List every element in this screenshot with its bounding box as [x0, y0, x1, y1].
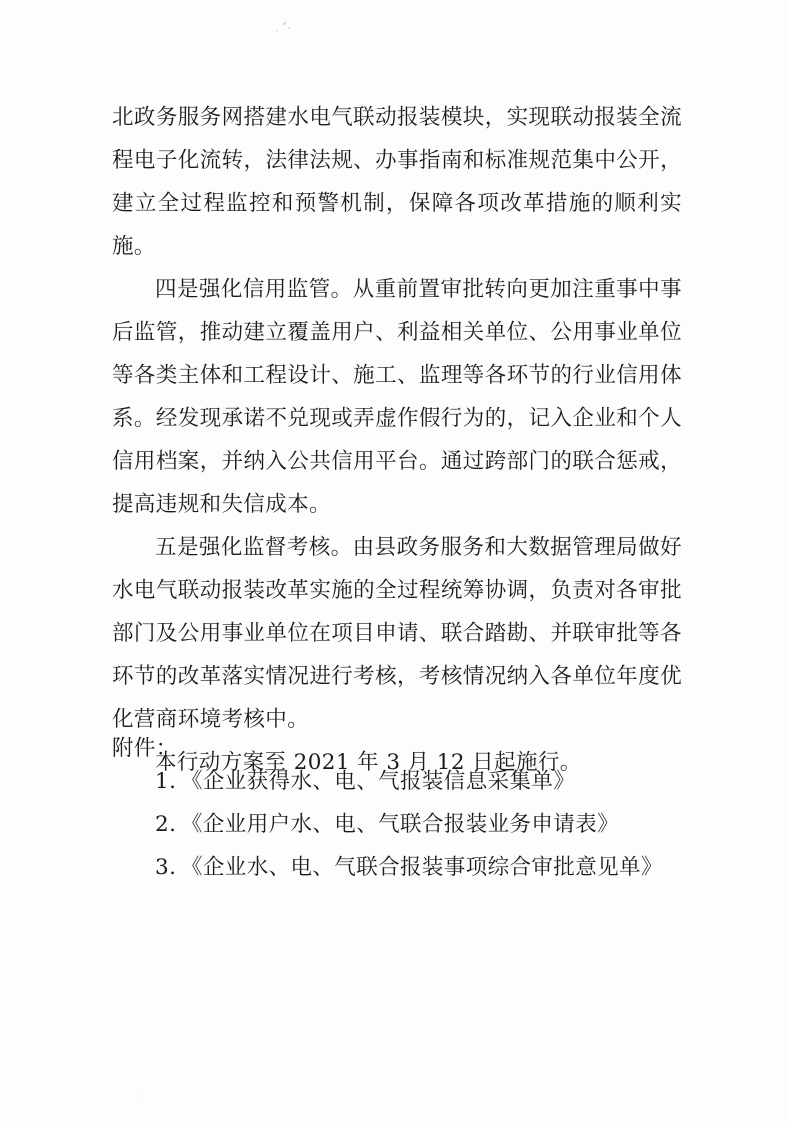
paper-speck-icon — [140, 1095, 142, 1097]
attachment-title: 《企业水、电、气联合报装事项综合审批意见单》 — [181, 855, 663, 880]
paragraph-effective-date: 本行动方案至 2021 年 3 月 12 日起施行。 — [155, 750, 582, 775]
paper-speck-icon — [288, 27, 290, 29]
list-item — [155, 760, 715, 803]
list-item — [155, 846, 715, 889]
attachment-number: 1. — [155, 769, 177, 794]
attachment-title: 《企业获得水、电、气报装信息采集单》 — [181, 769, 576, 794]
paragraph-credit-supervision: 四是强化信用监管。从重前置审批转向更加注重事中事后监管，推动建立覆盖用户、利益相关单位、公用事业单位等各类主体和工程设计、施工、监理等各环节的行业信用体系。经发现承诺不兑现或弄虚作假行为的，记入企业和个人信用档案，并纳入公共信用平台。通过跨部门的联合惩戒，提高违规和失信成本。 — [112, 277, 682, 517]
attachments-label: 附件： — [112, 736, 178, 761]
attachment-number: 2. — [155, 812, 177, 837]
attachment-number: 3. — [155, 855, 177, 880]
attachment-title: 《企业用户水、电、气联合报装业务申请表》 — [181, 812, 620, 837]
paragraph-continuation: 北政务服务网搭建水电气联动报装模块，实现联动报装全流程电子化流转，法律法规、办事指南和标准规范集中公开，建立全过程监控和预警机制，保障各项改革措施的顺利实施。 — [112, 105, 682, 259]
list-item — [155, 803, 715, 846]
paper-speck-icon — [283, 22, 286, 25]
attachments-list — [155, 760, 715, 889]
document-body — [112, 96, 682, 784]
paper-speck-icon — [276, 30, 278, 32]
paragraph-oversight-assessment: 五是强化监督考核。由县政务服务和大数据管理局做好水电气联动报装改革实施的全过程统筹协调，负责对各审批部门及公用事业单位在项目申请、联合踏勘、并联审批等各环节的改革落实情况进行考核，考核情况纳入各单位年度优化营商环境考核中。 — [112, 535, 682, 732]
